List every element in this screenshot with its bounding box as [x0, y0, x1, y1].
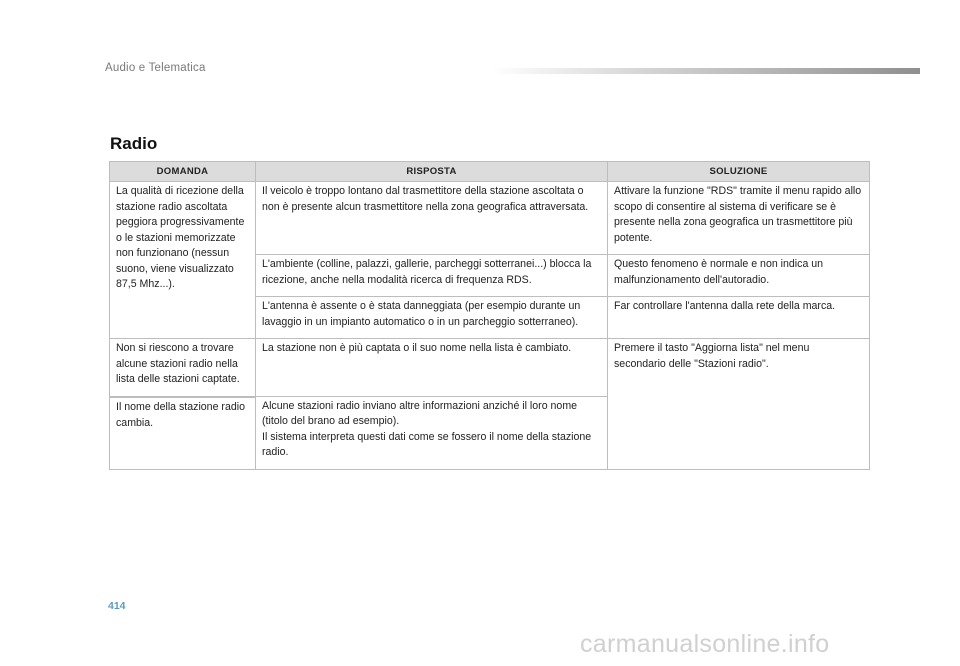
table-row	[110, 339, 870, 397]
solution-cell: Premere il tasto "Aggiorna lista" nel menu secondario delle "Stazioni radio".	[608, 339, 870, 470]
answer-cell: La stazione non è più captata o il suo nome nella lista è cambiato.	[256, 339, 608, 397]
table-header-row	[110, 162, 870, 182]
page-number: 414	[108, 600, 126, 612]
question-cell: Il nome della stazione radio cambia.	[110, 398, 256, 469]
answer-cell: Il veicolo è troppo lontano dal trasmettitore della stazione ascoltata o non è presente alcun trasmettitore nella zona geografica attraversata.	[256, 182, 608, 255]
column-header-solution: SOLUZIONE	[608, 162, 870, 182]
table-row	[110, 182, 870, 255]
page-title: Radio	[110, 134, 158, 153]
solution-cell: Far controllare l'antenna dalla rete della marca.	[608, 297, 870, 339]
solution-cell: Attivare la funzione "RDS" tramite il menu rapido allo scopo di consentire al sistema di verificare se è presente nella zona geografica un trasmettitore più potente.	[608, 182, 870, 255]
section-header: Audio e Telematica	[105, 62, 206, 74]
troubleshooting-table	[109, 161, 870, 470]
column-header-question: DOMANDA	[110, 162, 256, 182]
question-cell: La qualità di ricezione della stazione radio ascoltata peggiora progressivamente o le stazioni memorizzate non funzionano (nessun suono, viene visualizzato 87,5 Mhz...).	[110, 182, 256, 339]
answer-cell: L'ambiente (colline, palazzi, gallerie, parcheggi sotterranei...) blocca la ricezione, anche nella modalità ricerca di frequenza RDS.	[256, 255, 608, 297]
watermark: carmanualsonline.info	[580, 630, 830, 658]
solution-cell: Questo fenomeno è normale e non indica un malfunzionamento dell'autoradio.	[608, 255, 870, 297]
question-cell: Non si riescono a trovare alcune stazioni radio nella lista delle stazioni captate.	[110, 339, 256, 397]
column-header-answer: RISPOSTA	[256, 162, 608, 182]
header-gradient-bar	[490, 68, 920, 74]
answer-cell: L'antenna è assente o è stata danneggiata (per esempio durante un lavaggio in un impianto automatico o in un parcheggio sotterraneo).	[256, 297, 608, 339]
answer-cell: Alcune stazioni radio inviano altre informazioni anziché il loro nome (titolo del brano ad esempio). Il sistema interpreta questi dati come se fossero il nome della stazione radio.	[256, 396, 608, 469]
